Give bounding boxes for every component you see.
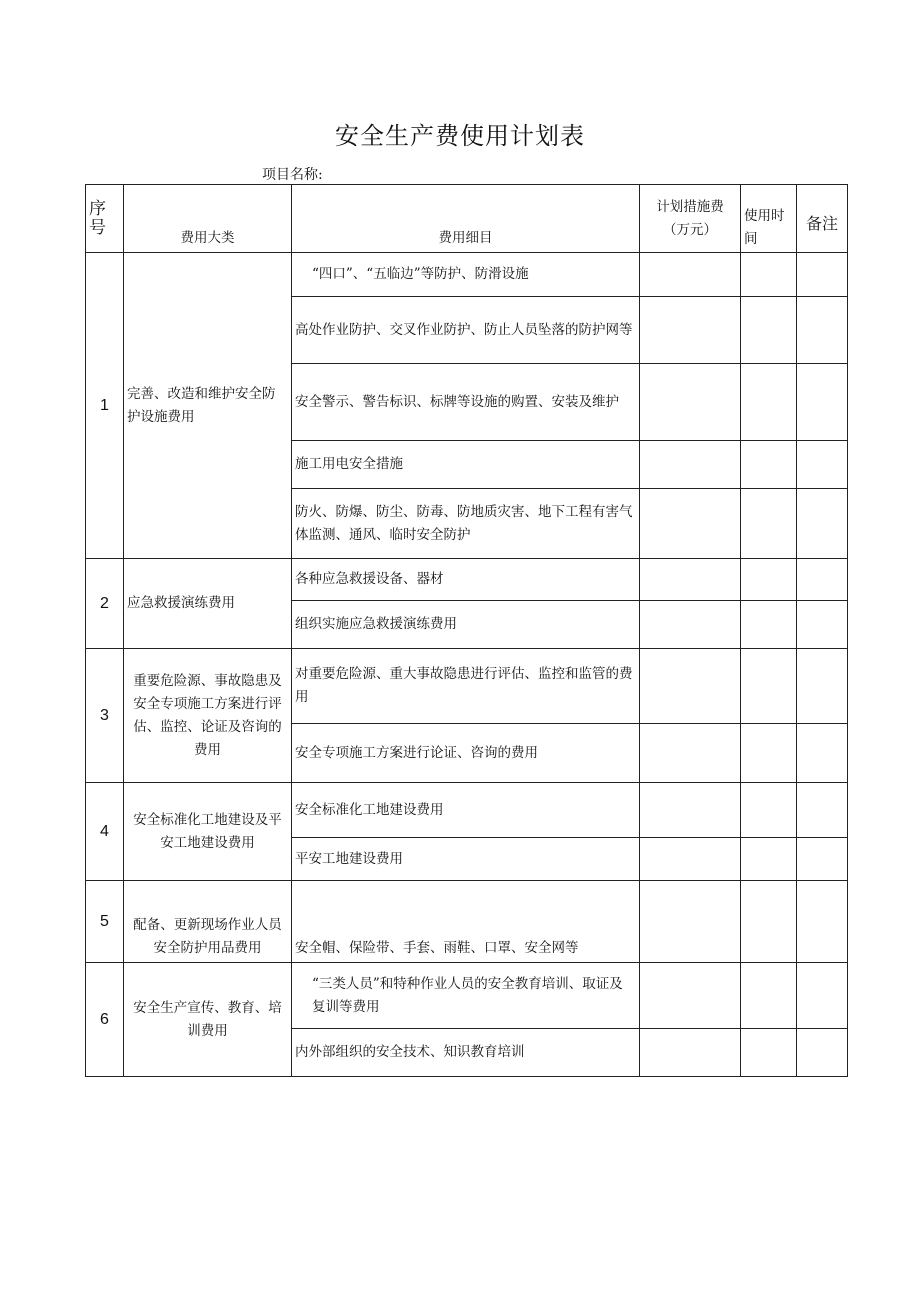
project-name-label: 项目名称: [262, 167, 323, 183]
planned-cost-cell[interactable] [640, 963, 741, 1029]
note-cell[interactable] [797, 838, 848, 881]
planned-cost-cell[interactable] [640, 441, 741, 489]
category-cell: 应急救援演练费用 [124, 559, 292, 649]
usage-time-cell[interactable] [741, 1029, 797, 1077]
header-category: 费用大类 [124, 185, 292, 253]
table-row [86, 559, 848, 601]
table-row [86, 253, 848, 297]
planned-cost-cell[interactable] [640, 559, 741, 601]
usage-time-cell[interactable] [741, 963, 797, 1029]
category-cell: 完善、改造和维护安全防护设施费用 [124, 253, 292, 559]
detail-cell: 施工用电安全措施 [292, 441, 640, 489]
detail-cell: “三类人员”和特种作业人员的安全教育培训、取证及复训等费用 [292, 963, 640, 1029]
note-cell[interactable] [797, 724, 848, 783]
category-cell: 重要危险源、事故隐患及安全专项施工方案进行评估、监控、论证及咨询的费用 [124, 649, 292, 783]
usage-time-cell[interactable] [741, 649, 797, 724]
detail-cell: 安全警示、警告标识、标牌等设施的购置、安装及维护 [292, 364, 640, 441]
usage-time-cell[interactable] [741, 881, 797, 963]
note-cell[interactable] [797, 783, 848, 838]
note-cell[interactable] [797, 364, 848, 441]
planned-cost-cell[interactable] [640, 297, 741, 364]
detail-cell: 防火、防爆、防尘、防毒、防地质灾害、地下工程有害气体监测、通风、临时安全防护 [292, 489, 640, 559]
usage-time-cell[interactable] [741, 253, 797, 297]
detail-cell: 安全帽、保险带、手套、雨鞋、口罩、安全网等 [292, 881, 640, 963]
category-cell: 配备、更新现场作业人员安全防护用品费用 [124, 881, 292, 963]
planned-cost-cell[interactable] [640, 881, 741, 963]
planned-cost-cell[interactable] [640, 838, 741, 881]
row-number: 4 [86, 783, 124, 881]
row-number: 2 [86, 559, 124, 649]
usage-time-cell[interactable] [741, 297, 797, 364]
note-cell[interactable] [797, 1029, 848, 1077]
note-cell[interactable] [797, 881, 848, 963]
table-header-row [86, 185, 848, 253]
header-detail: 费用细目 [292, 185, 640, 253]
usage-time-cell[interactable] [741, 724, 797, 783]
planned-cost-cell[interactable] [640, 649, 741, 724]
usage-time-cell[interactable] [741, 783, 797, 838]
header-planned-cost: 计划措施费（万元） [640, 185, 741, 253]
row-number: 6 [86, 963, 124, 1077]
detail-cell: “四口”、“五临边”等防护、防滑设施 [292, 253, 640, 297]
detail-cell: 高处作业防护、交叉作业防护、防止人员坠落的防护网等 [292, 297, 640, 364]
category-cell: 安全标准化工地建设及平安工地建设费用 [124, 783, 292, 881]
detail-cell: 组织实施应急救援演练费用 [292, 601, 640, 649]
planned-cost-cell[interactable] [640, 601, 741, 649]
table-row [86, 963, 848, 1029]
usage-time-cell[interactable] [741, 364, 797, 441]
page-title: 安全生产费使用计划表 [335, 122, 585, 150]
header-usage-time: 使用时间 [741, 185, 797, 253]
row-number: 1 [86, 253, 124, 559]
planned-cost-cell[interactable] [640, 724, 741, 783]
planned-cost-cell[interactable] [640, 253, 741, 297]
cost-plan-table [85, 184, 848, 1077]
detail-cell: 内外部组织的安全技术、知识教育培训 [292, 1029, 640, 1077]
detail-cell: 平安工地建设费用 [292, 838, 640, 881]
detail-cell: 安全专项施工方案进行论证、咨询的费用 [292, 724, 640, 783]
note-cell[interactable] [797, 297, 848, 364]
usage-time-cell[interactable] [741, 601, 797, 649]
usage-time-cell[interactable] [741, 441, 797, 489]
header-note: 备注 [797, 185, 848, 253]
note-cell[interactable] [797, 649, 848, 724]
detail-cell: 对重要危险源、重大事故隐患进行评估、监控和监管的费用 [292, 649, 640, 724]
note-cell[interactable] [797, 963, 848, 1029]
row-number: 5 [86, 881, 124, 963]
note-cell[interactable] [797, 601, 848, 649]
header-index: 序号 [86, 185, 124, 253]
detail-cell: 各种应急救援设备、器材 [292, 559, 640, 601]
usage-time-cell[interactable] [741, 838, 797, 881]
note-cell[interactable] [797, 489, 848, 559]
note-cell[interactable] [797, 253, 848, 297]
usage-time-cell[interactable] [741, 559, 797, 601]
table-row [86, 649, 848, 724]
planned-cost-cell[interactable] [640, 489, 741, 559]
planned-cost-cell[interactable] [640, 783, 741, 838]
planned-cost-cell[interactable] [640, 1029, 741, 1077]
row-number: 3 [86, 649, 124, 783]
planned-cost-cell[interactable] [640, 364, 741, 441]
note-cell[interactable] [797, 441, 848, 489]
usage-time-cell[interactable] [741, 489, 797, 559]
detail-cell: 安全标准化工地建设费用 [292, 783, 640, 838]
category-cell: 安全生产宣传、教育、培训费用 [124, 963, 292, 1077]
note-cell[interactable] [797, 559, 848, 601]
table-row [86, 783, 848, 838]
table-row [86, 881, 848, 963]
